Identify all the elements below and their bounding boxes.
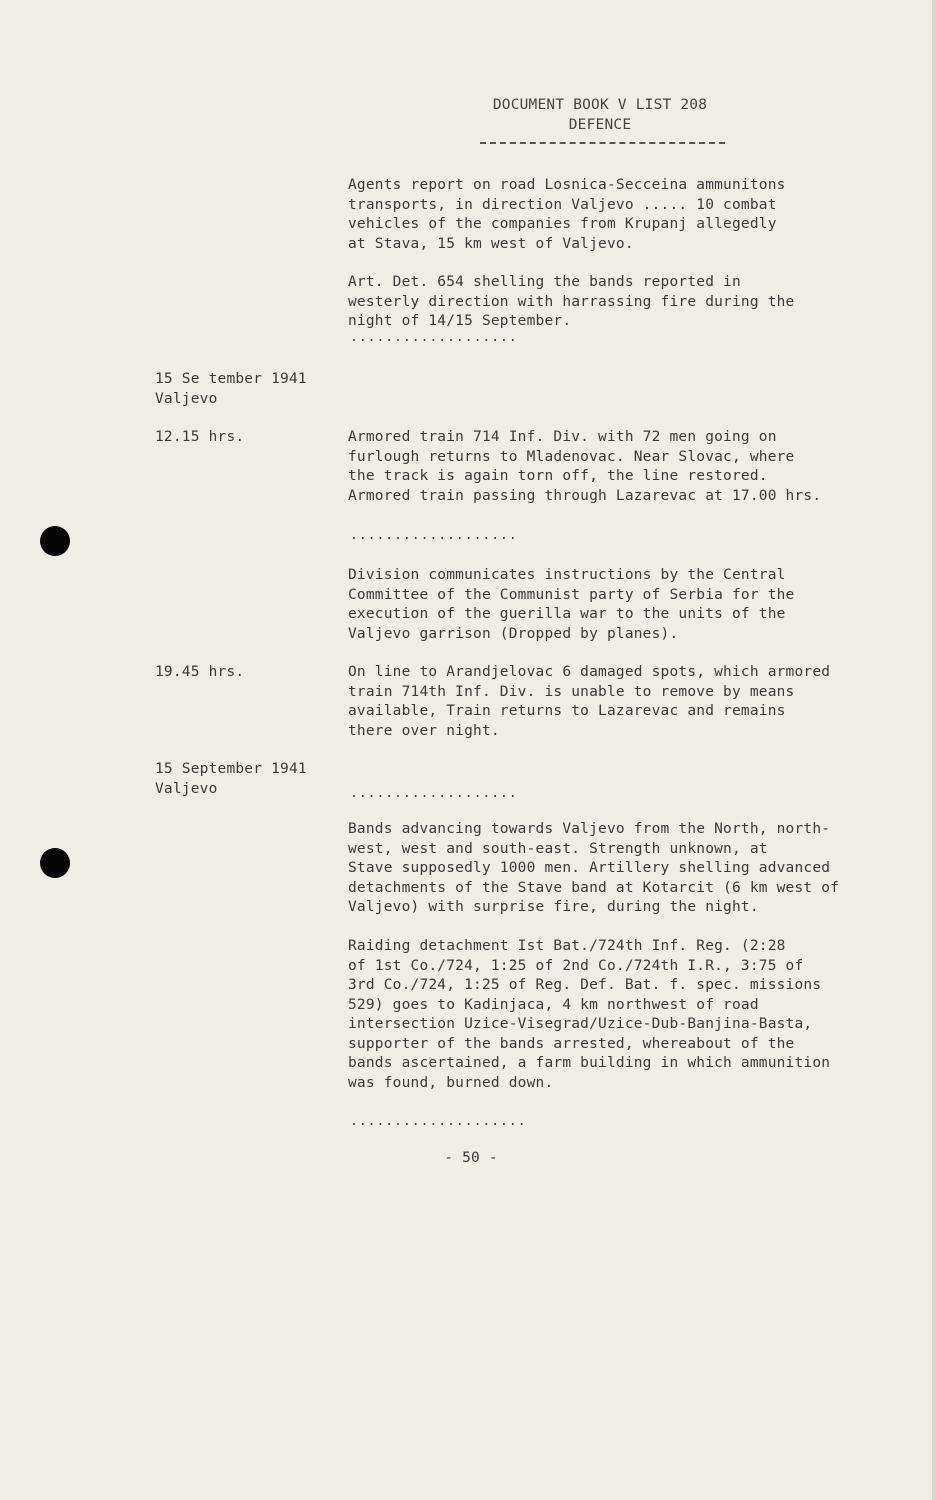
header-divider	[480, 142, 725, 144]
header-title: DOCUMENT BOOK V LIST 208	[492, 97, 708, 113]
date-heading-1: 15 Se tember 1941 Valjevo	[155, 371, 307, 407]
punch-hole-bottom	[40, 848, 70, 878]
time-1215: 12.15 hrs.	[155, 429, 245, 445]
page-edge	[932, 0, 936, 1500]
entry-artillery-shelling: Art. Det. 654 shelling the bands reported in westerly direction with harrassing fire during the night of 14/15 September.	[348, 274, 795, 329]
entry-raiding-detachment: Raiding detachment Ist Bat./724th Inf. Reg. (2:28 of 1st Co./724, 1:25 of 2nd Co./724th I.R., 3:75 of 3rd Co./724, 1:25 of Reg. Def. Bat. f. spec. missions 529) goes to Kadinjaca, 4 km northwest of road intersection Uzice-Visegrad/Uzice-Dub-Banjina-Basta, supporter of the bands arrested, whereabout of the bands ascertained, a farm building in which ammunition was found, burned down.	[348, 938, 831, 1091]
separator-dots-3: ...................	[350, 786, 518, 801]
punch-hole-top	[40, 526, 70, 556]
entry-bands-advancing: Bands advancing towards Valjevo from the North, north- west, west and south-east. Strength unknown, at Stave supposedly 1000 men. Artillery shelling advanced detachments of the Stave band at Kotarcit (6 km west of Valjevo) with surprise fire, during the night.	[348, 821, 840, 915]
entry-damaged-line: On line to Arandjelovac 6 damaged spots, which armored train 714th Inf. Div. is unable to remove by means available, Train returns to Lazarevac and remains there over night.	[348, 664, 831, 739]
entry-agents-report: Agents report on road Losnica-Secceina ammunitons transports, in direction Valjevo ..... 10 combat vehicles of the companies from Krupanj allegedly at Stava, 15 km west of Valjevo.	[348, 177, 786, 252]
entry-armored-train: Armored train 714 Inf. Div. with 72 men going on furlough returns to Mladenovac. Near Slovac, where the track is again torn off, the line restored. Armored train passing through Lazarevac at 17.00 hrs.	[348, 429, 822, 504]
separator-dots-1: ...................	[350, 330, 518, 345]
date-heading-2: 15 September 1941 Valjevo	[155, 761, 307, 797]
separator-dots-4: ....................	[350, 1114, 527, 1129]
header-subtitle: DEFENCE	[568, 117, 632, 133]
page-number: - 50 -	[444, 1150, 498, 1166]
separator-dots-2: ...................	[350, 528, 518, 543]
entry-division-instructions: Division communicates instructions by the Central Committee of the Communist party of Serbia for the execution of the guerilla war to the units of the Valjevo garrison (Dropped by planes).	[348, 567, 795, 642]
time-1945: 19.45 hrs.	[155, 664, 245, 680]
